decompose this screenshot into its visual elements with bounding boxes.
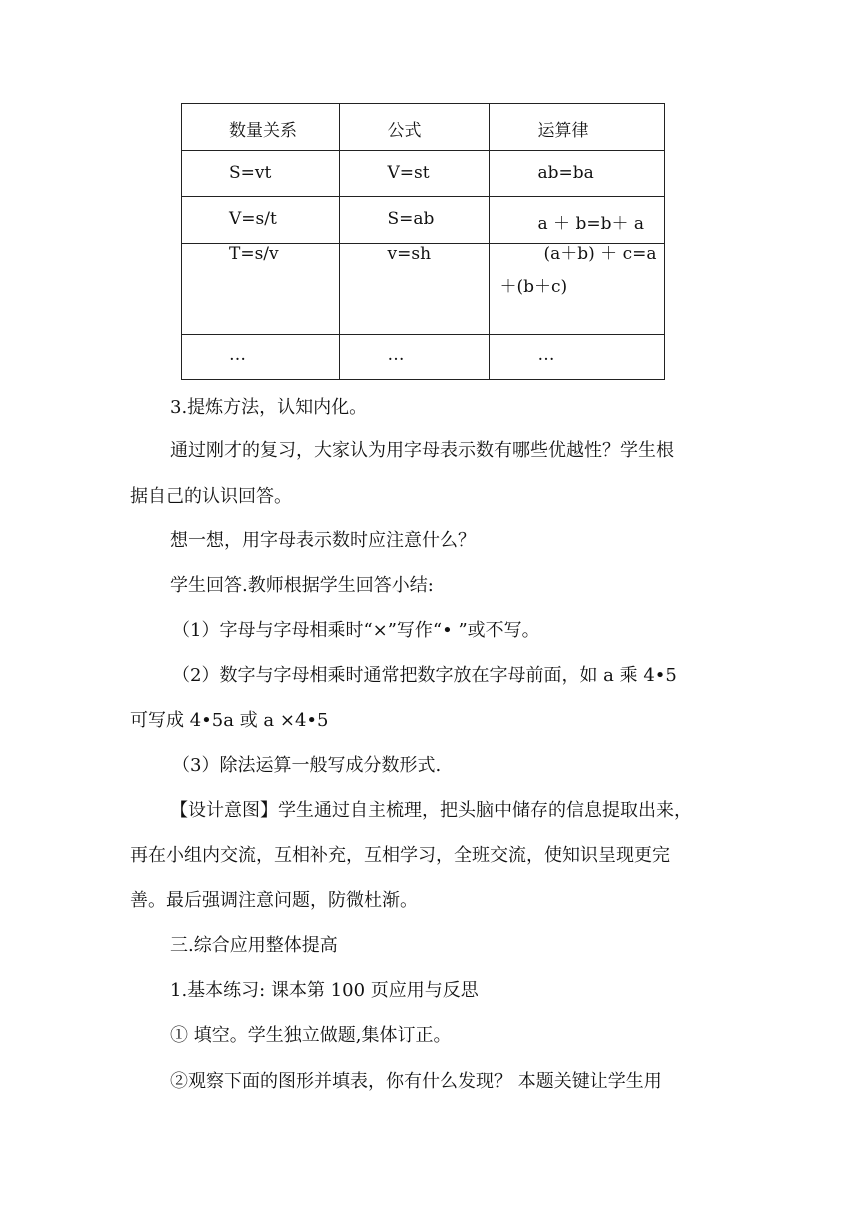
paragraph-line: 再在小组内交流，互相补充，互相学习，全班交流，使知识呈现更完 [130,845,670,866]
relations-table [181,103,665,380]
table-cell: T=s/v [229,244,279,264]
paragraph-line: 想一想，用字母表示数时应注意什么？ [170,530,476,551]
table-cell: … [229,345,246,365]
header-formula: 公式 [387,121,422,141]
table-cell: (a＋b) ＋ c=a [543,244,657,264]
header-quantity-relation: 数量关系 [229,121,297,141]
table-cell: … [537,345,555,365]
table-cell: a ＋ b=b＋ a [537,214,644,234]
header-operation-law: 运算律 [537,121,589,141]
table-cell: v=sh [387,244,432,264]
paragraph-line: ②观察下面的图形并填表，你有什么发现？ 本题关键让学生用 [170,1071,662,1092]
table-cell-continuation: ＋(b＋c) [499,277,568,297]
table-header-row [182,104,665,151]
paragraph-line: 可写成 4•5a 或 a ×4•5 [130,710,329,731]
section-heading: 3.提炼方法，认知内化。 [170,397,368,418]
paragraph-line: 善。最后强调注意问题，防微杜渐。 [130,890,418,911]
section-heading: 三.综合应用整体提高 [170,935,338,956]
table-cell: V=s/t [229,209,277,229]
table-cell: … [387,345,405,365]
table-row [182,335,665,380]
table-row [182,151,665,197]
paragraph-line: 学生回答.教师根据学生回答小结: [170,575,434,596]
paragraph-line: ① 填空。学生独立做题,集体订正。 [170,1025,452,1046]
table-cell: S=vt [229,163,272,183]
paragraph-line: 【设计意图】学生通过自主梳理，把头脑中储存的信息提取出来， [170,800,692,821]
paragraph-line: （1）字母与字母相乘时“×”写作“• ”或不写。 [172,620,540,641]
paragraph-line: （3）除法运算一般写成分数形式. [172,755,442,776]
table-cell: ab=ba [537,163,594,183]
table-cell: V=st [387,163,430,183]
paragraph-line: 1.基本练习: 课本第 100 页应用与反思 [170,980,479,1001]
table-row [182,244,665,335]
table-cell: S=ab [387,209,435,229]
paragraph-line: 据自己的认识回答。 [130,486,292,507]
paragraph-line: （2）数字与字母相乘时通常把数字放在字母前面，如 a 乘 4•5 [172,665,677,686]
paragraph-line: 通过刚才的复习，大家认为用字母表示数有哪些优越性？学生根 [170,440,674,461]
